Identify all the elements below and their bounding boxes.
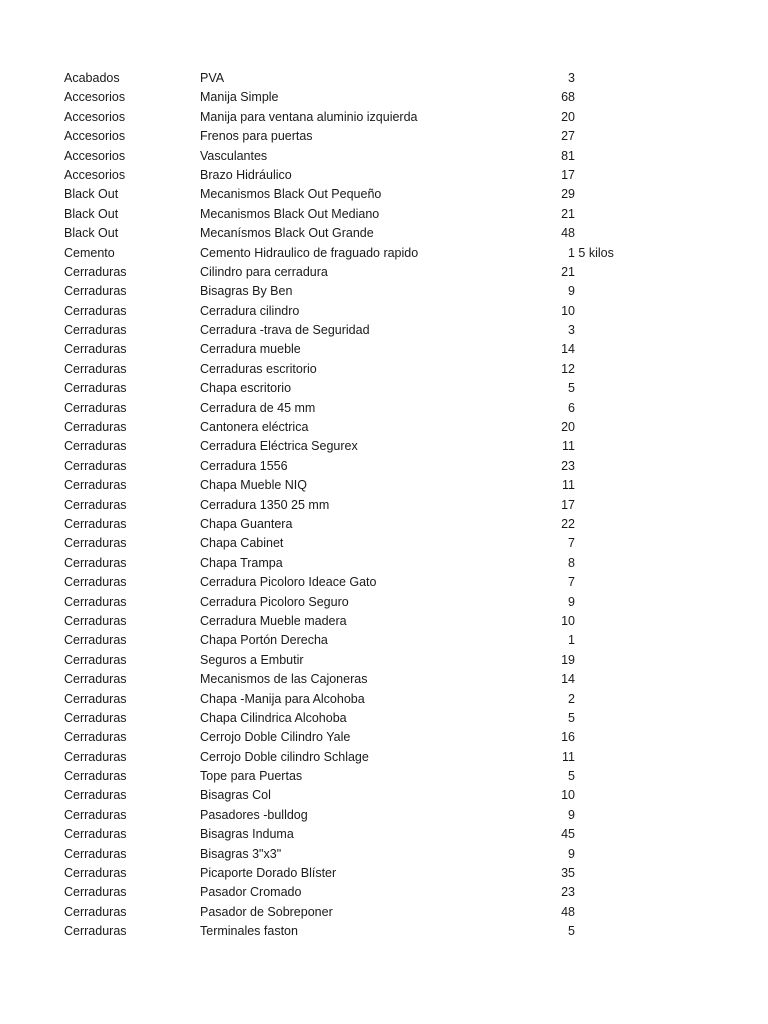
item-cell: Cerradura Picoloro Ideace Gato — [200, 575, 377, 590]
category-cell: Cerraduras — [64, 730, 127, 745]
table-row — [0, 496, 768, 515]
table-row — [0, 244, 768, 263]
table-row — [0, 593, 768, 612]
quantity-cell: 1 5 kilos — [568, 245, 614, 260]
table-row — [0, 69, 768, 88]
quantity-cell: 5 — [568, 381, 575, 396]
table-row — [0, 748, 768, 767]
category-cell: Cerraduras — [64, 381, 127, 396]
quantity-cell: 11 — [562, 439, 575, 454]
category-cell: Cerraduras — [64, 885, 127, 900]
category-cell: Cerraduras — [64, 323, 127, 338]
table-row — [0, 360, 768, 379]
category-cell: Accesorios — [64, 148, 126, 163]
table-row — [0, 883, 768, 902]
quantity-cell: 23 — [561, 458, 575, 473]
category-cell: Cerraduras — [64, 846, 127, 861]
item-cell: Chapa Guantera — [200, 516, 293, 531]
quantity-cell: 3 — [568, 323, 575, 338]
category-cell: Cerraduras — [64, 594, 127, 609]
table-row — [0, 728, 768, 747]
category-cell: Acabados — [64, 71, 120, 85]
table-row — [0, 709, 768, 728]
quantity-cell: 12 — [561, 361, 575, 376]
item-cell: PVA — [200, 71, 225, 85]
quantity-cell: 48 — [561, 904, 575, 919]
quantity-cell: 35 — [561, 866, 575, 881]
item-cell: Chapa Trampa — [200, 555, 283, 570]
quantity-cell: 20 — [561, 420, 575, 435]
table-row — [0, 690, 768, 709]
category-cell: Cerraduras — [64, 769, 127, 784]
item-cell: Chapa Mueble NIQ — [200, 478, 308, 493]
category-cell: Cerraduras — [64, 439, 127, 454]
table-row — [0, 205, 768, 224]
category-cell: Cerraduras — [64, 788, 127, 803]
item-cell: Terminales faston — [200, 924, 298, 939]
table-row — [0, 127, 768, 146]
inventory-sheet — [0, 69, 768, 942]
table-row — [0, 554, 768, 573]
category-cell: Cerraduras — [64, 458, 127, 473]
quantity-cell: 29 — [561, 187, 575, 202]
quantity-cell: 27 — [561, 129, 575, 144]
table-row — [0, 263, 768, 282]
quantity-cell: 2 — [568, 691, 575, 706]
quantity-cell: 9 — [568, 594, 575, 609]
quantity-cell: 9 — [568, 807, 575, 822]
item-cell: Cerradura 1556 — [200, 458, 288, 473]
table-row — [0, 108, 768, 127]
table-row — [0, 340, 768, 359]
item-cell: Cerradura mueble — [200, 342, 301, 357]
table-row — [0, 515, 768, 534]
quantity-cell: 68 — [561, 90, 575, 105]
category-cell: Cerraduras — [64, 710, 127, 725]
table-row — [0, 476, 768, 495]
item-cell: Cerradura cilindro — [200, 303, 300, 318]
category-cell: Cerraduras — [64, 536, 127, 551]
item-cell: Cerradura de 45 mm — [200, 400, 316, 415]
category-cell: Cerraduras — [64, 575, 127, 590]
category-cell: Cerraduras — [64, 633, 127, 648]
item-cell: Bisagras By Ben — [200, 284, 293, 299]
item-cell: Chapa Cilindrica Alcohoba — [200, 710, 347, 725]
category-cell: Cerraduras — [64, 613, 127, 628]
category-cell: Cerraduras — [64, 478, 127, 493]
table-row — [0, 922, 768, 941]
item-cell: Cerradura Picoloro Seguro — [200, 594, 349, 609]
quantity-cell: 14 — [561, 672, 575, 687]
category-cell: Cerraduras — [64, 361, 127, 376]
table-row — [0, 88, 768, 107]
item-cell: Cerradura Eléctrica Segurex — [200, 439, 358, 454]
item-cell: Mecanismos de las Cajoneras — [200, 672, 368, 687]
category-cell: Cerraduras — [64, 652, 127, 667]
item-cell: Chapa Cabinet — [200, 536, 284, 551]
table-row — [0, 224, 768, 243]
table-row — [0, 302, 768, 321]
table-row — [0, 845, 768, 864]
category-cell: Cerraduras — [64, 904, 127, 919]
item-cell: Tope para Puertas — [200, 769, 303, 784]
item-cell: Cemento Hidraulico de fraguado rapido — [200, 245, 419, 260]
category-cell: Cerraduras — [64, 400, 127, 415]
category-cell: Black Out — [64, 206, 119, 221]
quantity-cell: 22 — [561, 516, 575, 531]
item-cell: Chapa escritorio — [200, 381, 292, 396]
table-row — [0, 670, 768, 689]
item-cell: Pasador Cromado — [200, 885, 302, 900]
item-cell: Mecanismos Black Out Pequeño — [200, 187, 382, 202]
quantity-cell: 3 — [568, 71, 575, 85]
quantity-cell: 1 — [568, 633, 575, 648]
table-row — [0, 864, 768, 883]
item-cell: Mecanismos Black Out Mediano — [200, 206, 380, 221]
item-cell: Manija Simple — [200, 90, 279, 105]
item-cell: Pasador de Sobreponer — [200, 904, 333, 919]
category-cell: Black Out — [64, 187, 119, 202]
item-cell: Cerraduras escritorio — [200, 361, 317, 376]
item-cell: Cerrojo Doble cilindro Schlage — [200, 749, 369, 764]
quantity-cell: 45 — [561, 827, 575, 842]
item-cell: Brazo Hidráulico — [200, 167, 292, 182]
category-cell: Black Out — [64, 226, 119, 241]
quantity-cell: 81 — [561, 148, 575, 163]
table-row — [0, 534, 768, 553]
item-cell: Picaporte Dorado Blíster — [200, 866, 337, 881]
quantity-cell: 5 — [568, 710, 575, 725]
table-row — [0, 185, 768, 204]
item-cell: Pasadores -bulldog — [200, 807, 308, 822]
table-row — [0, 321, 768, 340]
category-cell: Cerraduras — [64, 691, 127, 706]
category-cell: Cerraduras — [64, 303, 127, 318]
category-cell: Cerraduras — [64, 924, 127, 939]
table-row — [0, 573, 768, 592]
category-cell: Accesorios — [64, 129, 126, 144]
table-row — [0, 147, 768, 166]
table-row — [0, 379, 768, 398]
quantity-cell: 10 — [561, 613, 575, 628]
category-cell: Cerraduras — [64, 807, 127, 822]
quantity-cell: 19 — [561, 652, 575, 667]
item-cell: Cerrojo Doble Cilindro Yale — [200, 730, 351, 745]
item-cell: Cilindro para cerradura — [200, 264, 328, 279]
quantity-cell: 17 — [561, 167, 575, 182]
quantity-cell: 10 — [561, 788, 575, 803]
table-row — [0, 612, 768, 631]
item-cell: Cerradura 1350 25 mm — [200, 497, 330, 512]
category-cell: Cemento — [64, 245, 115, 260]
category-cell: Cerraduras — [64, 284, 127, 299]
quantity-cell: 7 — [568, 536, 575, 551]
category-cell: Cerraduras — [64, 672, 127, 687]
quantity-cell: 20 — [561, 109, 575, 124]
quantity-cell: 17 — [561, 497, 575, 512]
quantity-cell: 9 — [568, 846, 575, 861]
quantity-cell: 16 — [561, 730, 575, 745]
table-row — [0, 767, 768, 786]
item-cell: Vasculantes — [200, 148, 268, 163]
item-cell: Frenos para puertas — [200, 129, 313, 144]
item-cell: Bisagras 3"x3" — [200, 846, 282, 861]
table-row — [0, 282, 768, 301]
item-cell: Bisagras Col — [200, 788, 271, 803]
item-cell: Manija para ventana aluminio izquierda — [200, 109, 418, 124]
category-cell: Cerraduras — [64, 420, 127, 435]
category-cell: Cerraduras — [64, 497, 127, 512]
category-cell: Cerraduras — [64, 264, 127, 279]
item-cell: Bisagras Induma — [200, 827, 294, 842]
quantity-cell: 8 — [568, 555, 575, 570]
category-cell: Cerraduras — [64, 516, 127, 531]
table-row — [0, 903, 768, 922]
category-cell: Cerraduras — [64, 342, 127, 357]
table-row — [0, 418, 768, 437]
quantity-cell: 21 — [561, 264, 575, 279]
category-cell: Accesorios — [64, 90, 126, 105]
category-cell: Cerraduras — [64, 749, 127, 764]
item-cell: Seguros a Embutir — [200, 652, 304, 667]
quantity-cell: 5 — [568, 924, 575, 939]
item-cell: Chapa -Manija para Alcohoba — [200, 691, 365, 706]
item-cell: Mecanísmos Black Out Grande — [200, 226, 374, 241]
item-cell: Chapa Portón Derecha — [200, 633, 328, 648]
table-row — [0, 399, 768, 418]
quantity-cell: 7 — [568, 575, 575, 590]
quantity-cell: 23 — [561, 885, 575, 900]
quantity-cell: 48 — [561, 226, 575, 241]
item-cell: Cerradura Mueble madera — [200, 613, 347, 628]
quantity-cell: 11 — [562, 478, 575, 493]
table-row — [0, 786, 768, 805]
quantity-cell: 5 — [568, 769, 575, 784]
category-cell: Accesorios — [64, 109, 126, 124]
item-cell: Cerradura -trava de Seguridad — [200, 323, 370, 338]
quantity-cell: 10 — [561, 303, 575, 318]
quantity-cell: 11 — [562, 749, 575, 764]
quantity-cell: 21 — [561, 206, 575, 221]
table-row — [0, 825, 768, 844]
category-cell: Cerraduras — [64, 866, 127, 881]
category-cell: Cerraduras — [64, 827, 127, 842]
quantity-cell: 6 — [568, 400, 575, 415]
category-cell: Accesorios — [64, 167, 126, 182]
table-row — [0, 806, 768, 825]
quantity-cell: 14 — [561, 342, 575, 357]
item-cell: Cantonera eléctrica — [200, 420, 309, 435]
table-row — [0, 457, 768, 476]
quantity-cell: 9 — [568, 284, 575, 299]
table-row — [0, 651, 768, 670]
category-cell: Cerraduras — [64, 555, 127, 570]
table-row — [0, 437, 768, 456]
table-row — [0, 631, 768, 650]
table-row — [0, 166, 768, 185]
